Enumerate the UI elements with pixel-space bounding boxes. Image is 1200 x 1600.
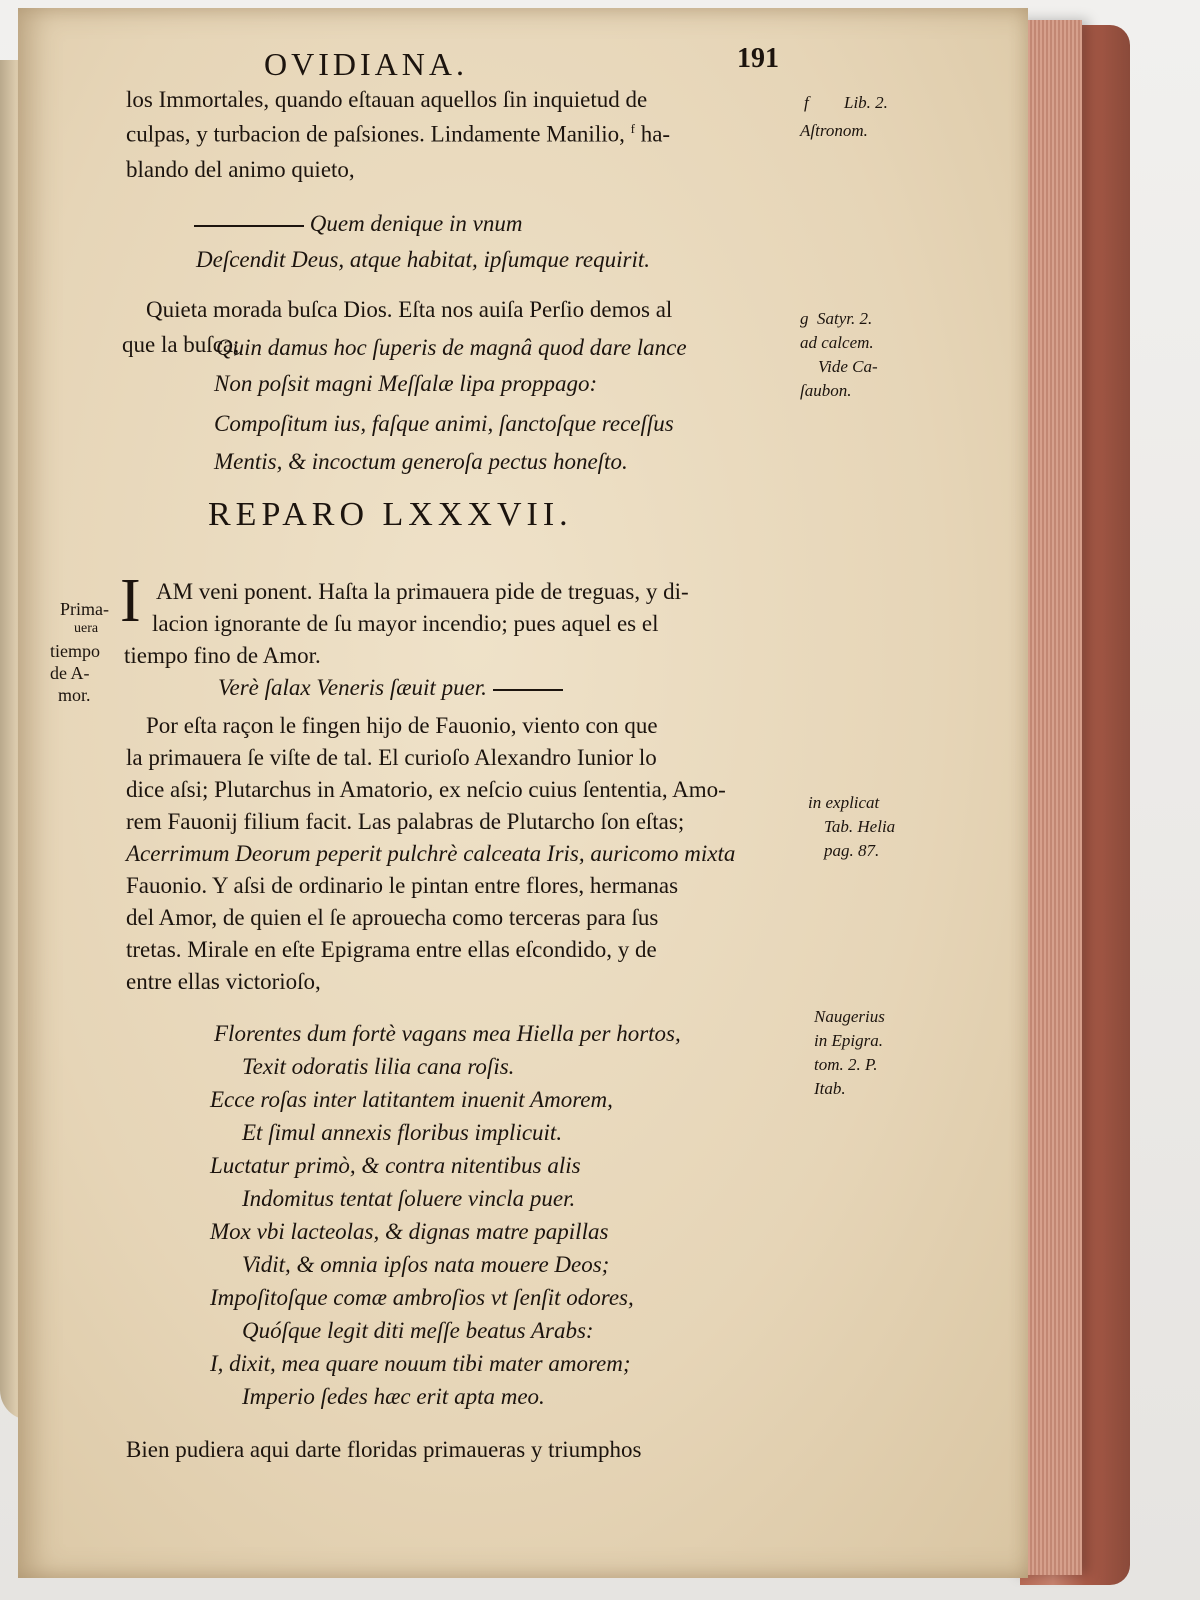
page-number: 191 (737, 43, 779, 74)
text-line: los Immortales, quando eſtauan aquellos ſin inquietud de (126, 87, 648, 112)
drop-capital: I (120, 567, 141, 635)
text-line: Fauonio. Y aſsi de ordinario le pintan entre flores, hermanas (126, 873, 679, 898)
margin-note: in explicat (808, 793, 880, 812)
text-line: rem Fauonij filium facit. Las palabras de Plutarcho ſon eſtas; (126, 809, 685, 834)
text-line: blando del animo quieto, (126, 157, 355, 182)
poem-line: Impoſitoſque comæ ambroſios vt ſenſit odores, (210, 1285, 634, 1310)
text-line: Quieta morada buſca Dios. Eſta nos auiſa Perſio demos al (146, 297, 673, 322)
running-header: OVIDIANA. (264, 46, 468, 82)
margin-note: ad calcem. (800, 333, 874, 352)
margin-note: Vide Ca- (818, 357, 878, 376)
verse-line: Verè ſalax Veneris ſæuit puer. (218, 676, 563, 699)
poem-line: I, dixit, mea quare nouum tibi mater amorem; (210, 1351, 631, 1376)
poem-line: Florentes dum fortè vagans mea Hiella per hortos, (214, 1021, 681, 1046)
poem-line: Texit odoratis lilia cana roſis. (242, 1054, 515, 1079)
verse-line: Quem denique in vnum (194, 212, 522, 235)
text-line: culpas, y turbacion de paſsiones. Lindamente Manilio, $^f$ ha- (126, 121, 671, 147)
text-line: AM veni ponent. Haſta la primauera pide de treguas, y di- (156, 579, 689, 604)
margin-note-left: Prima- (60, 599, 109, 619)
text-line: entre ellas victorioſo, (126, 969, 321, 994)
margin-note: f (804, 93, 809, 112)
margin-note-left: mor. (58, 685, 91, 705)
text-line: lacion ignorante de ſu mayor incendio; pues aquel es el (152, 611, 659, 636)
text-line: Por eſta raçon le fingen hijo de Fauonio, viento con que (146, 713, 658, 738)
poem-line: Ecce roſas inter latitantem inuenit Amorem, (210, 1087, 613, 1112)
text-line: tretas. Mirale en eſte Epigrama entre ellas eſcondido, y de (126, 937, 657, 962)
poem-line: Indomitus tentat ſoluere vincla puer. (242, 1186, 576, 1211)
margin-note: Tab. Helia (824, 817, 896, 836)
section-heading: REPARO LXXXVII. (208, 496, 573, 533)
poem-line: Luctatur primò, & contra nitentibus alis (210, 1153, 581, 1178)
book-page (18, 8, 1028, 1578)
margin-note: Lib. 2. (844, 93, 888, 112)
verse-line: Mentis, & incoctum generoſa pectus honeſto. (214, 449, 628, 474)
poem-line: Vidit, & omnia ipſos nata mouere Deos; (242, 1252, 610, 1277)
margin-note: pag. 87. (824, 841, 880, 860)
margin-note: Naugerius (814, 1007, 885, 1026)
verse-line: Quin damus hoc ſuperis de magnâ quod dare lance (216, 335, 687, 360)
poem-line: Imperio ſedes hæc erit apta meo. (242, 1384, 545, 1409)
verse-dash (194, 225, 304, 227)
poem-line: Mox vbi lacteolas, & dignas matre papillas (210, 1219, 609, 1244)
margin-note: tom. 2. P. (814, 1055, 878, 1074)
text-line: Acerrimum Deorum peperit pulchrè calceata Iris, auricomo mixta (126, 841, 736, 866)
verse-line: Non poſsit magni Meſſalæ lipa proppago: (214, 371, 598, 396)
poem-line: Et ſimul annexis floribus implicuit. (242, 1120, 563, 1145)
margin-note: Aſtronom. (800, 121, 868, 140)
margin-note-left: uera (74, 621, 99, 636)
text-line: tiempo fino de Amor. (124, 643, 321, 668)
text-line: del Amor, de quien el ſe aprouecha como terceras para ſus (126, 905, 659, 930)
text-line: Bien pudiera aqui darte floridas primaueras y triumphos (126, 1437, 642, 1462)
verse-line: Compoſitum ius, faſque animi, ſanctoſque receſſus (214, 411, 674, 436)
margin-note: ſaubon. (800, 381, 852, 400)
text-line: dice aſsi; Plutarchus in Amatorio, ex neſcio cuius ſententia, Amo- (126, 777, 726, 802)
margin-note: g Satyr. 2. (800, 309, 873, 328)
margin-note-left: tiempo (50, 641, 100, 661)
margin-note: Itab. (814, 1079, 846, 1098)
text-line: la primauera ſe viſte de tal. El curioſo Alexandro Iunior lo (126, 745, 657, 770)
note-mark: f (630, 121, 635, 136)
poem-line: Quóſque legit diti meſſe beatus Arabs: (242, 1318, 594, 1343)
verse-dash (493, 689, 563, 691)
margin-note: in Epigra. (814, 1031, 883, 1050)
margin-note-left: de A- (50, 663, 90, 683)
text-line: que la buſca; (122, 332, 240, 357)
verse-line: Deſcendit Deus, atque habitat, ipſumque requirit. (196, 247, 650, 272)
